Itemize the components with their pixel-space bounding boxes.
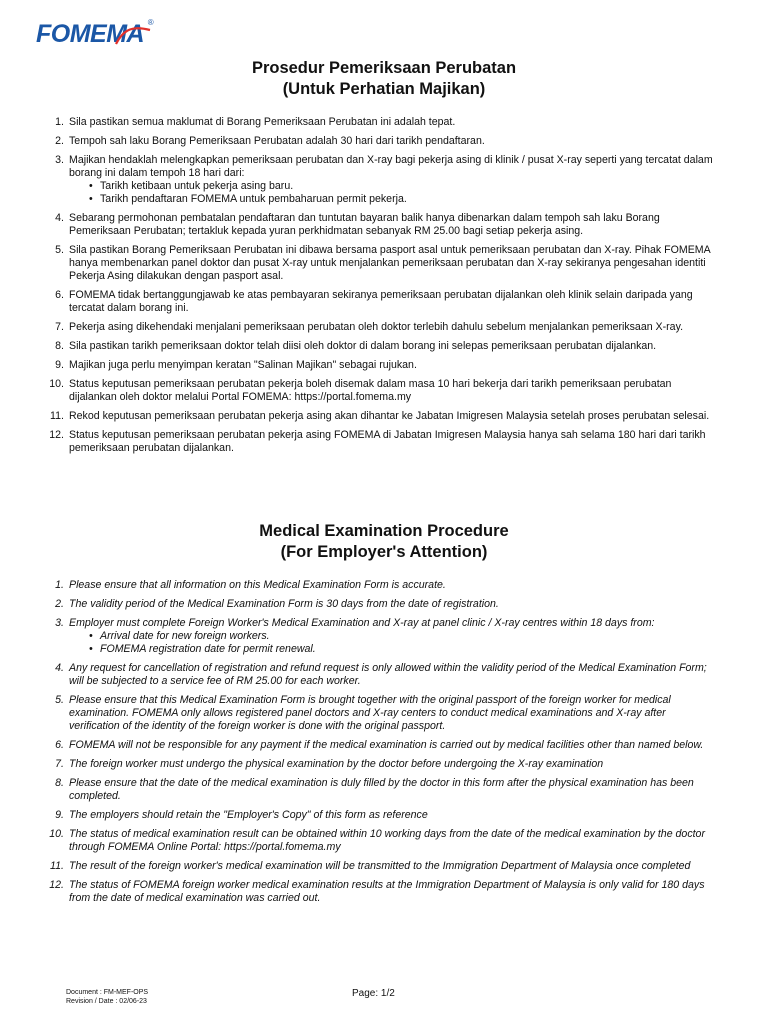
item-text: Sila pastikan Borang Pemeriksaan Perubatan ini dibawa bersama pasport asal untuk pemeriksaan perubatan dan X-ray. Pihak FOMEMA hanya membenarkan panel doktor dan pusat X-ray untuk menjalankan pemeriksaan perubatan dan X-ray sekiranya pengesahan identiti Pekerja Asing dilakukan dengan pasport asal. — [69, 244, 711, 282]
revision-date: Revision / Date : 02/06-23 — [66, 998, 147, 1005]
procedure-item — [0, 429, 768, 455]
item-number: 6. — [55, 739, 64, 751]
item-number: 8. — [55, 777, 64, 789]
item-number: 4. — [55, 662, 64, 674]
logo-swoosh-icon — [110, 24, 156, 50]
item-text: Pekerja asing dikehendaki menjalani pemeriksaan perubatan oleh doktor terlebih dahulu sebelum menjalankan pemeriksaan X-ray. — [69, 321, 684, 333]
english-title — [0, 521, 768, 563]
item-text: The status of medical examination result can be obtained within 10 working days from the date of the medical examination by the doctor through FOMEMA Online Portal: https://portal.fomema.my — [69, 828, 705, 853]
item-text: Tempoh sah laku Borang Pemeriksaan Perubatan adalah 30 hari dari tarikh pendaftaran. — [69, 135, 485, 147]
item-text: Please ensure that this Medical Examination Form is brought together with the original passport of the foreign worker for medical examination. FOMEMA only allows registered panel doctors and X-ray centers to conduct medical examinations and X-ray after verification of the identity of the foreign worker is done with the original passport. — [69, 694, 671, 732]
page-number: Page: 1/2 — [352, 988, 395, 999]
item-text: Rekod keputusan pemeriksaan perubatan pekerja asing akan dihantar ke Jabatan Imigresen Malaysia setelah proses perubatan selesai. — [69, 410, 710, 422]
item-number: 11. — [50, 410, 64, 422]
item-number: 2. — [55, 135, 64, 147]
document-code: Document : FM-MEF-OPS — [66, 989, 149, 996]
item-text: The result of the foreign worker's medical examination will be transmitted to the Immigration Department of Malaysia once completed — [69, 860, 691, 872]
bullet-item: • FOMEMA registration date for permit renewal. — [89, 643, 716, 656]
item-text: Majikan hendaklah melengkapkan pemeriksaan perubatan dan X-ray bagi pekerja asing di klinik / pusat X-ray seperti yang tercatat dalam borang ini dalam tempoh 18 hari dari: — [69, 154, 713, 179]
procedure-item — [0, 289, 768, 315]
item-number: 4. — [55, 212, 64, 224]
item-text: FOMEMA tidak bertanggungjawab ke atas pembayaran sekiranya pemeriksaan perubatan dijalankan oleh klinik selain daripada yang tercatat dalam borang ini. — [69, 289, 693, 314]
date-criteria-list — [69, 630, 716, 656]
procedure-item — [0, 244, 768, 283]
malay-title-line2: (Untuk Perhatian Majikan) — [282, 80, 486, 98]
item-text: The validity period of the Medical Examination Form is 30 days from the date of registration. — [69, 598, 499, 610]
item-number: 12. — [49, 879, 64, 891]
item-number: 2. — [55, 598, 64, 610]
procedure-item — [0, 694, 768, 733]
item-number: 11. — [50, 860, 64, 872]
item-text: The foreign worker must undergo the physical examination by the doctor before undergoing the X-ray examination — [69, 758, 604, 770]
item-number: 7. — [55, 758, 64, 770]
item-text: Status keputusan pemeriksaan perubatan pekerja boleh disemak dalam masa 10 hari bekerja dari tarikh pemeriksaan perubatan dijalankan oleh doktor melalui Portal FOMEMA: https://portal.fomema.my — [69, 378, 672, 403]
procedure-item — [0, 739, 768, 752]
procedure-item — [0, 879, 768, 905]
english-title-line1: Medical Examination Procedure — [259, 522, 509, 540]
item-text: Please ensure that all information on this Medical Examination Form is accurate. — [69, 579, 446, 591]
item-text: The employers should retain the "Employer's Copy" of this form as reference — [69, 809, 428, 821]
procedure-item — [0, 154, 768, 206]
item-number: 9. — [55, 359, 64, 371]
item-number: 8. — [55, 340, 64, 352]
item-number: 1. — [55, 116, 64, 128]
item-text: Majikan juga perlu menyimpan keratan "Salinan Majikan" sebagai rujukan. — [69, 359, 417, 371]
item-number: 12. — [49, 429, 64, 441]
item-text: The status of FOMEMA foreign worker medical examination results at the Immigration Department of Malaysia is only valid for 180 days from the date of medical examination was carried out. — [69, 879, 705, 904]
procedure-item — [0, 340, 768, 353]
bullet-item: • Tarikh pendaftaran FOMEMA untuk pembaharuan permit pekerja. — [89, 193, 716, 206]
item-text: Status keputusan pemeriksaan perubatan pekerja asing FOMEMA di Jabatan Imigresen Malaysia hanya sah selama 180 hari dari tarikh pemeriksaan perubatan dijalankan. — [69, 429, 706, 454]
logo-text: FOMEMA — [36, 20, 145, 48]
procedure-item — [0, 860, 768, 873]
item-text: Please ensure that the date of the medical examination is duly filled by the doctor in this form after the physical examination has been completed. — [69, 777, 694, 802]
procedure-item — [0, 809, 768, 822]
malay-procedure-list — [0, 116, 768, 455]
procedure-item — [0, 135, 768, 148]
procedure-item — [0, 617, 768, 656]
procedure-item — [0, 410, 768, 423]
item-number: 10. — [49, 828, 64, 840]
malay-title — [0, 58, 768, 100]
procedure-item — [0, 662, 768, 688]
item-text: Sila pastikan tarikh pemeriksaan doktor telah diisi oleh doktor di dalam borang ini selepas pemeriksaan perubatan dijalankan. — [69, 340, 657, 352]
procedure-item — [0, 758, 768, 771]
item-number: 3. — [55, 154, 64, 166]
procedure-item — [0, 777, 768, 803]
item-number: 9. — [55, 809, 64, 821]
item-number: 10. — [49, 378, 64, 390]
procedure-item — [0, 116, 768, 129]
english-title-line2: (For Employer's Attention) — [280, 543, 488, 561]
item-number: 3. — [55, 617, 64, 629]
procedure-item — [0, 359, 768, 372]
item-text: Any request for cancellation of registration and refund request is only allowed within the validity period of the Medical Examination Form; will be subjected to a service fee of RM 25.00 for each worker. — [69, 662, 707, 687]
procedure-item — [0, 321, 768, 334]
english-section — [0, 521, 768, 905]
item-text: Sila pastikan semua maklumat di Borang Pemeriksaan Perubatan ini adalah tepat. — [69, 116, 456, 128]
item-number: 5. — [55, 244, 64, 256]
item-text: FOMEMA will not be responsible for any payment if the medical examination is carried out by medical facilities other than named below. — [69, 739, 704, 751]
malay-section — [0, 58, 768, 455]
date-criteria-list — [69, 180, 716, 206]
item-number: 7. — [55, 321, 64, 333]
bullet-item: • Tarikh ketibaan untuk pekerja asing baru. — [89, 180, 716, 193]
item-number: 1. — [55, 579, 64, 591]
bullet-item: • Arrival date for new foreign workers. — [89, 630, 716, 643]
procedure-item — [0, 212, 768, 238]
procedure-item — [0, 378, 768, 404]
fomema-logo — [36, 18, 154, 48]
malay-title-line1: Prosedur Pemeriksaan Perubatan — [251, 59, 517, 77]
item-text: Employer must complete Foreign Worker's Medical Examination and X-ray at panel clinic / X-ray centres within 18 days from: — [69, 617, 655, 629]
item-number: 5. — [55, 694, 64, 706]
english-procedure-list — [0, 579, 768, 905]
procedure-item — [0, 828, 768, 854]
registered-mark: ® — [147, 18, 154, 27]
procedure-item — [0, 579, 768, 592]
procedure-item — [0, 598, 768, 611]
item-text: Sebarang permohonan pembatalan pendaftaran dan tuntutan bayaran balik hanya dibenarkan dalam tempoh sah laku Borang Pemeriksaan Perubatan; tertakluk kepada yuran perkhidmatan sebanyak RM 25.00 bagi setiap pekerja asing. — [69, 212, 660, 237]
document-info — [66, 988, 148, 1006]
item-number: 6. — [55, 289, 64, 301]
